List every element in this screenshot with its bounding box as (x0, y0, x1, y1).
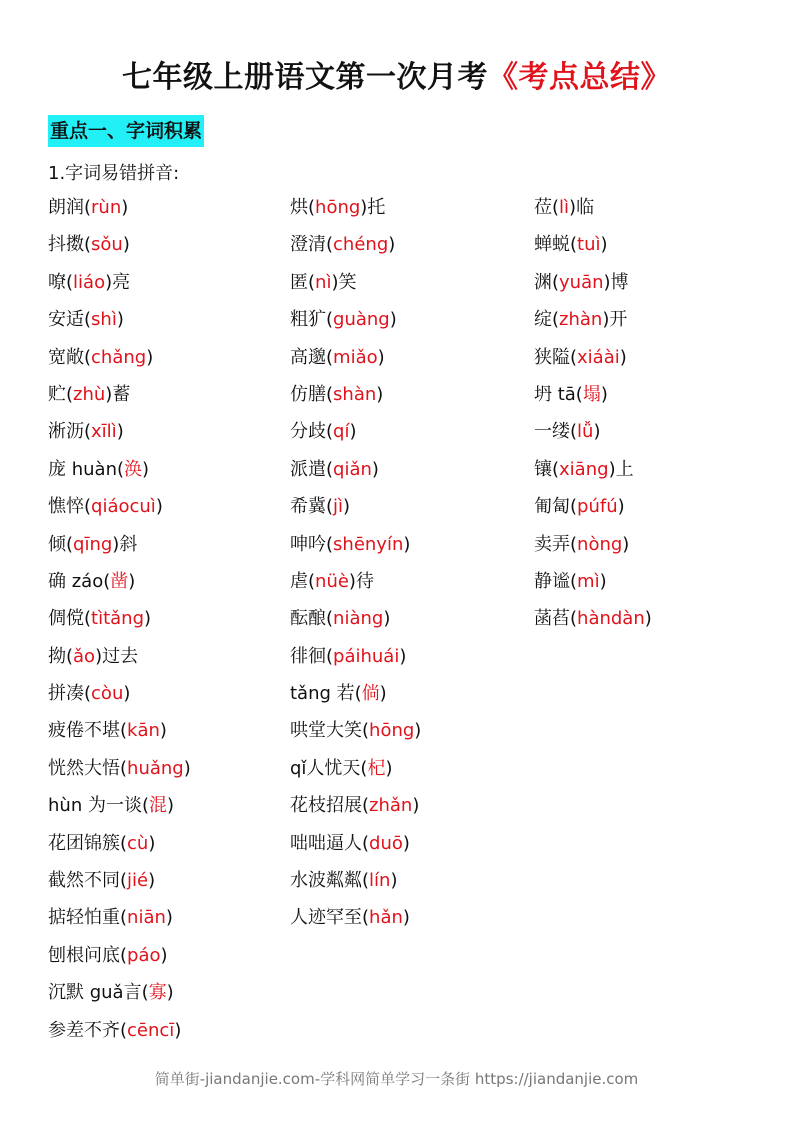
answer-text: chéng (333, 234, 389, 256)
word-text: )博 (603, 271, 629, 293)
word-text: ) (123, 683, 131, 705)
word-item (48, 974, 288, 1011)
word-text: 镶( (534, 458, 560, 480)
word-item (48, 937, 288, 974)
word-text: 嘹( (48, 271, 74, 293)
word-text: 匿( (290, 271, 316, 293)
word-item (290, 563, 530, 600)
word-text: ) (128, 570, 136, 592)
word-text: 粗犷( (290, 309, 334, 331)
word-text: ) (600, 234, 608, 256)
answer-text: sǒu (91, 234, 123, 256)
answer-text: qiáocuì (91, 496, 156, 518)
title-main: 七年级上册语文第一次月考 (122, 60, 488, 95)
word-text: 渊( (534, 271, 560, 293)
word-item (48, 787, 288, 824)
answer-text: 寡 (148, 982, 167, 1004)
word-text: 倾( (48, 533, 74, 555)
word-text: 拗( (48, 645, 74, 667)
word-item (534, 451, 774, 488)
word-text: ) (402, 907, 410, 929)
answer-text: chǎng (91, 346, 147, 368)
answer-text: huǎng (127, 757, 184, 779)
answer-text: zhǎn (369, 795, 413, 817)
word-text: 坍 tā( (534, 383, 583, 405)
word-item (534, 488, 774, 525)
answer-text: cēncī (127, 1019, 175, 1041)
word-text: 酝酿( (290, 608, 334, 630)
answer-text: 涣 (124, 458, 142, 480)
word-text: 绽( (534, 309, 560, 331)
answer-text: niān (127, 907, 166, 929)
word-column-2 (290, 189, 530, 937)
answer-text: zhù (73, 383, 106, 405)
word-text: ) (183, 757, 191, 779)
word-text: ) (371, 458, 379, 480)
word-item (48, 638, 288, 675)
word-text: ) (619, 346, 627, 368)
answer-text: páo (127, 944, 161, 966)
word-text: 抖擞( (48, 234, 92, 256)
answer-text: 塌 (582, 383, 601, 405)
answer-text: mì (577, 570, 600, 592)
word-text: 匍匐( (534, 496, 578, 518)
word-text: 分歧( (290, 421, 334, 443)
word-text: 花团锦簇( (48, 832, 128, 854)
word-text: 静谧( (534, 570, 578, 592)
answer-text: niàng (333, 608, 384, 630)
word-text: tǎng 若( (290, 683, 362, 705)
word-text: 倜傥( (48, 608, 92, 630)
answer-text: nòng (577, 533, 623, 555)
word-item (290, 376, 530, 413)
section-heading: 重点一、字词积累 (48, 115, 204, 147)
word-text: ) (146, 346, 154, 368)
answer-text: hōng (369, 720, 415, 742)
word-item (290, 301, 530, 338)
word-item (534, 600, 774, 637)
word-text: ) (343, 496, 351, 518)
word-text: ) (166, 982, 174, 1004)
answer-text: duō (369, 832, 403, 854)
word-text: 朗润( (48, 197, 92, 218)
answer-text: zhàn (559, 309, 603, 331)
word-text: 仿膳( (290, 383, 334, 405)
answer-text: nì (315, 271, 332, 293)
word-text: ) (402, 832, 410, 854)
word-text: ) (593, 421, 601, 443)
answer-text: liáo (73, 271, 106, 293)
word-text: ) (148, 832, 156, 854)
word-text: 徘徊( (290, 645, 334, 667)
word-text: )上 (608, 458, 634, 480)
footer: 简单街-jiandanjie.com-学科网简单学习一条街 https://jiandanjie.com (154, 1070, 639, 1088)
word-text: 咄咄逼人( (290, 832, 370, 854)
word-text: 哄堂大笑( (290, 720, 370, 742)
word-text: )斜 (112, 533, 138, 555)
answer-text: kān (127, 720, 160, 742)
word-text: 派遣( (290, 458, 334, 480)
word-item (48, 1012, 288, 1049)
word-text: 一缕( (534, 421, 578, 443)
word-text: ) (174, 1019, 182, 1041)
word-text: ) (383, 608, 391, 630)
word-text: ) (122, 234, 130, 256)
word-item (48, 376, 288, 413)
word-item (48, 675, 288, 712)
answer-text: còu (91, 683, 124, 705)
answer-text: jié (127, 870, 149, 892)
word-text: ) (389, 309, 397, 331)
word-item (48, 413, 288, 450)
word-item (534, 339, 774, 376)
word-text: ) (385, 757, 393, 779)
answer-text: 倘 (361, 683, 380, 705)
word-item (290, 451, 530, 488)
word-item (290, 638, 530, 675)
answer-text: 杞 (367, 757, 386, 779)
word-item (290, 226, 530, 263)
answer-text: hōng (315, 197, 361, 218)
word-text: ) (390, 870, 398, 892)
word-text: 狭隘( (534, 346, 578, 368)
word-text: 拼凑( (48, 683, 92, 705)
word-text: ) (155, 496, 163, 518)
word-item (48, 339, 288, 376)
answer-text: 混 (148, 795, 167, 817)
word-text: ) (388, 234, 396, 256)
word-text: 恍然大悟( (48, 757, 128, 779)
word-item (534, 264, 774, 301)
word-item (290, 825, 530, 862)
word-text: 刨根问底( (48, 944, 128, 966)
word-text: 莅( (534, 197, 560, 218)
word-text: ) (599, 570, 607, 592)
word-text: ) (644, 608, 652, 630)
word-item (534, 301, 774, 338)
answer-text: ǎo (73, 645, 96, 667)
word-item (48, 600, 288, 637)
answer-text: shì (91, 309, 117, 331)
answer-text: qīng (73, 533, 113, 555)
word-text: 宽敞( (48, 346, 92, 368)
answer-text: cù (127, 832, 149, 854)
word-item (290, 264, 530, 301)
word-text: ) (165, 907, 173, 929)
title-accent: 《考点总结》 (488, 60, 671, 95)
word-item (48, 301, 288, 338)
answer-text: guàng (333, 309, 390, 331)
answer-text: páihuái (333, 645, 400, 667)
word-item (48, 862, 288, 899)
word-text: ) (403, 533, 411, 555)
answer-text: rùn (91, 197, 122, 218)
word-text: ) (116, 309, 124, 331)
word-item (48, 488, 288, 525)
answer-text: miǎo (333, 346, 378, 368)
answer-text: xiáài (577, 346, 620, 368)
word-item (534, 413, 774, 450)
answer-text: lì (559, 197, 570, 218)
word-text: qǐ人忧天( (290, 757, 368, 779)
word-text: ) (376, 383, 384, 405)
word-item (290, 750, 530, 787)
answer-text: tìtǎng (91, 608, 145, 630)
word-item (534, 189, 774, 226)
word-text: )蓄 (105, 383, 131, 405)
word-text: 截然不同( (48, 870, 128, 892)
word-text: 蝉蜕( (534, 234, 578, 256)
word-item (48, 526, 288, 563)
word-item (48, 712, 288, 749)
word-item (48, 563, 288, 600)
word-text: 菡萏( (534, 608, 578, 630)
word-text: )亮 (105, 271, 131, 293)
word-item (290, 787, 530, 824)
word-item (290, 526, 530, 563)
word-item (290, 712, 530, 749)
word-item (48, 899, 288, 936)
word-text: ) (142, 458, 150, 480)
word-text: ) (377, 346, 385, 368)
answer-text: nüè (315, 570, 349, 592)
word-item (290, 675, 530, 712)
word-text: 庞 huàn( (48, 458, 124, 480)
word-item (48, 226, 288, 263)
word-text: ) (160, 944, 168, 966)
word-text: 水波粼粼( (290, 870, 370, 892)
word-text: ) (121, 197, 129, 218)
word-text: 安适( (48, 309, 92, 331)
word-item (534, 563, 774, 600)
word-text: ) (412, 795, 420, 817)
word-text: ) (159, 720, 167, 742)
word-item (290, 189, 530, 226)
word-text: )开 (602, 309, 628, 331)
word-text: 憔悴( (48, 496, 92, 518)
sub-heading: 1.字词易错拼音: (48, 163, 180, 184)
answer-text: qiǎn (333, 458, 372, 480)
word-text: ) (399, 645, 407, 667)
word-text: 贮( (48, 383, 74, 405)
word-text: ) (166, 795, 174, 817)
word-text: )临 (569, 197, 595, 218)
word-item (48, 825, 288, 862)
word-text: 卖弄( (534, 533, 578, 555)
word-item (534, 226, 774, 263)
word-text: ) (622, 533, 630, 555)
word-text: ) (116, 421, 124, 443)
word-text: )待 (348, 570, 374, 592)
word-item (534, 526, 774, 563)
word-text: 沉默 guǎ言( (48, 982, 149, 1004)
word-column-1 (48, 189, 288, 1049)
word-item (534, 376, 774, 413)
word-item (48, 750, 288, 787)
answer-text: jì (333, 496, 344, 518)
word-item (290, 413, 530, 450)
word-text: 掂轻怕重( (48, 907, 128, 929)
word-item (290, 600, 530, 637)
word-text: )托 (360, 197, 386, 218)
word-item (290, 899, 530, 936)
answer-text: 凿 (110, 570, 129, 592)
word-text: 疲倦不堪( (48, 720, 128, 742)
answer-text: tuì (577, 234, 601, 256)
word-item (290, 339, 530, 376)
word-item (48, 189, 288, 226)
word-text: 希冀( (290, 496, 334, 518)
word-text: 虐( (290, 570, 316, 592)
answer-text: yuān (559, 271, 604, 293)
answer-text: hàndàn (577, 608, 645, 630)
word-text: 烘( (290, 197, 316, 218)
word-text: 澄清( (290, 234, 334, 256)
answer-text: púfú (577, 496, 618, 518)
word-text: ) (414, 720, 422, 742)
word-text: ) (617, 496, 625, 518)
word-text: ) (379, 683, 387, 705)
word-text: )过去 (95, 645, 139, 667)
word-column-3 (534, 189, 774, 638)
answer-text: lín (369, 870, 391, 892)
word-text: ) (349, 421, 357, 443)
answer-text: shēnyín (333, 533, 404, 555)
word-text: 花枝招展( (290, 795, 370, 817)
word-text: 淅沥( (48, 421, 92, 443)
word-item (290, 488, 530, 525)
word-item (48, 264, 288, 301)
word-text: 呻吟( (290, 533, 334, 555)
answer-text: xīlì (91, 421, 117, 443)
answer-text: qí (333, 421, 350, 443)
word-text: )笑 (331, 271, 357, 293)
word-text: 参差不齐( (48, 1019, 128, 1041)
word-text: 人迹罕至( (290, 907, 370, 929)
word-text: ) (600, 383, 608, 405)
page-title (0, 52, 793, 96)
word-text: 确 záo( (48, 570, 111, 592)
answer-text: lǚ (577, 421, 594, 443)
word-item (48, 451, 288, 488)
answer-text: hǎn (369, 907, 403, 929)
word-text: ) (148, 870, 156, 892)
word-text: ) (144, 608, 152, 630)
word-text: hùn 为一谈( (48, 795, 149, 817)
answer-text: xiāng (559, 458, 609, 480)
word-text: 高邈( (290, 346, 334, 368)
word-item (290, 862, 530, 899)
answer-text: shàn (333, 383, 377, 405)
